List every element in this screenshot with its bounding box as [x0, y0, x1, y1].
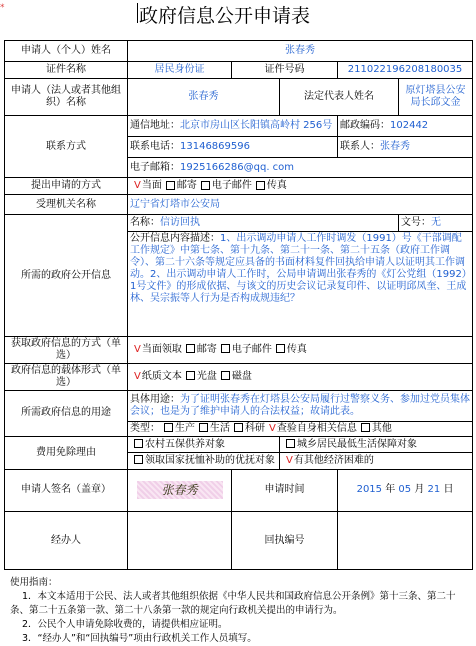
- option-item[interactable]: [130, 439, 225, 450]
- option-item[interactable]: [182, 371, 217, 382]
- option-item[interactable]: [195, 423, 230, 434]
- usage-guide: [10, 576, 466, 646]
- legal-rep-label: 法定代表人姓名: [280, 79, 399, 116]
- phone-label: 联系电话：: [130, 140, 180, 152]
- fee-option-cell-4: [280, 453, 473, 469]
- address-value: 北京市房山区长阳镇高岭村 256号: [180, 120, 333, 132]
- checkbox-icon[interactable]: [186, 344, 195, 353]
- email-value: 1925166286@qq. com: [180, 161, 295, 173]
- option-label: 传真: [266, 180, 287, 192]
- checkbox-icon[interactable]: [199, 423, 208, 432]
- checkbox-icon[interactable]: [134, 455, 143, 464]
- usage-category-label: 类型：: [130, 422, 160, 434]
- content-description-label: 公开信息内容描述：: [130, 232, 220, 244]
- usage-detail-label: 具体用途：: [130, 393, 180, 405]
- guide-item-2: 2．公民个人申请免除收费的，请提供相应证明。: [22, 619, 228, 630]
- option-label: 其他: [371, 422, 392, 434]
- option-item[interactable]: [265, 423, 357, 434]
- receipt-number-field[interactable]: [338, 512, 473, 570]
- corner-mark: *: [0, 3, 5, 13]
- info-needed-label: 所需的政府公开信息: [5, 215, 128, 336]
- option-item[interactable]: [130, 371, 182, 382]
- checkbox-icon[interactable]: [221, 344, 230, 353]
- option-label: 生活: [210, 422, 230, 434]
- guide-item-3: 3．“经办人”和“回执编号”项由行政机关工作人员填写。: [22, 633, 257, 644]
- option-label: 纸质文本: [141, 370, 182, 382]
- option-label: 传真: [286, 343, 307, 355]
- info-name-label: 名称：: [130, 217, 160, 229]
- carrier-options: [128, 363, 473, 390]
- day-unit: 日: [443, 484, 454, 496]
- handler-label: 经办人: [5, 512, 128, 570]
- contact-person-value: 张春秀: [380, 140, 410, 152]
- option-item[interactable]: [272, 344, 307, 355]
- option-label: 有其他经济困难的: [293, 454, 374, 466]
- checked-mark-icon[interactable]: V: [286, 454, 293, 466]
- application-form-table: [4, 40, 473, 570]
- apply-day: 21: [427, 484, 441, 496]
- apply-month: 05: [398, 484, 412, 496]
- fee-option-cell-1: [128, 436, 280, 452]
- text-cursor: [137, 3, 138, 23]
- org-name-field[interactable]: 张春秀: [128, 79, 280, 116]
- checkbox-icon[interactable]: [256, 181, 265, 190]
- option-label: 城乡居民最低生活保障对象: [297, 438, 417, 450]
- checked-mark-icon[interactable]: V: [134, 180, 141, 192]
- option-label: 当面: [141, 180, 162, 192]
- doc-number-cell[interactable]: [399, 215, 473, 231]
- option-item[interactable]: [282, 455, 374, 466]
- address-cell[interactable]: [128, 116, 338, 137]
- option-item[interactable]: [130, 344, 182, 355]
- checkbox-icon[interactable]: [234, 423, 243, 432]
- signature-label: 申请人签名（盖章）: [5, 469, 128, 512]
- checkbox-icon[interactable]: [166, 181, 175, 190]
- option-label: 科研: [245, 422, 265, 434]
- checkbox-icon[interactable]: [221, 371, 230, 380]
- fee-option-cell-2: [280, 436, 473, 452]
- usage-category-cell: [128, 421, 473, 436]
- address-label: 通信地址：: [130, 120, 180, 132]
- obtain-method-options: [128, 336, 473, 363]
- year-unit: 年: [385, 484, 396, 496]
- agency-label: 受理机关名称: [5, 194, 128, 215]
- content-description-cell[interactable]: [128, 231, 473, 336]
- apply-time-label: 申请时间: [232, 469, 338, 512]
- postcode-cell[interactable]: [338, 116, 473, 137]
- option-item[interactable]: [252, 180, 287, 191]
- option-item[interactable]: [182, 344, 217, 355]
- option-label: 磁盘: [231, 370, 252, 382]
- option-item[interactable]: [357, 423, 392, 434]
- submit-method-label: 提出申请的方式: [5, 178, 128, 194]
- usage-detail-value: 为了证明张春秀在灯塔县公安局履行过警察义务、参加过党员集体会议；也是为了维护申请人的合法权益；故请此表。: [130, 393, 470, 417]
- checkbox-icon[interactable]: [276, 344, 285, 353]
- carrier-label: 政府信息的载体形式（单选）: [5, 363, 128, 390]
- content-description-value: 1、出示调动申请人工作时调发（1991）号《干部调配工作规定》中第七条、第十九条、第二十一条、第二十五条（政府工作调令）、第二十六条等规定应具备的书面材料复件回执给申请人以证明其工作调动。2、出示调动申请人工作时，公局申请调出张春秀的《灯公党组（1992）1号文件》的形成依据、与该文的历史会议记录复印件、以证明邱凤奎、王成林、吴宗振等人行为是否构成规违纪？: [130, 232, 467, 304]
- org-name-label: 申请人（法人或者其他组织）名称: [5, 79, 128, 116]
- fee-option-cell-3: [128, 453, 280, 469]
- option-item[interactable]: [130, 180, 162, 191]
- info-name-cell[interactable]: [128, 215, 399, 231]
- checkbox-icon[interactable]: [164, 423, 173, 432]
- option-label: 农村五保供养对象: [145, 438, 225, 450]
- usage-label: 所需政府信息的用途: [5, 391, 128, 437]
- applicant-name-field[interactable]: 张春秀: [128, 41, 473, 62]
- checkbox-icon[interactable]: [134, 439, 143, 448]
- month-unit: 月: [414, 484, 425, 496]
- option-label: 邮寄: [176, 180, 197, 192]
- contact-person-label: 联系人：: [340, 140, 380, 152]
- checkbox-icon[interactable]: [201, 181, 210, 190]
- option-item[interactable]: [160, 423, 195, 434]
- guide-heading: 使用指南：: [10, 577, 58, 588]
- option-item[interactable]: [217, 344, 272, 355]
- handwritten-signature: 张春秀: [137, 481, 223, 499]
- applicant-name-label: 申请人（个人）姓名: [5, 41, 128, 62]
- submit-method-options: [128, 178, 473, 194]
- phone-cell[interactable]: [128, 136, 338, 157]
- checked-mark-icon[interactable]: V: [134, 343, 141, 355]
- checkbox-icon[interactable]: [361, 423, 370, 432]
- contact-person-cell[interactable]: [338, 136, 473, 157]
- fee-exemption-label: 费用免除理由: [5, 436, 128, 469]
- info-name-value: 信访回执: [160, 217, 200, 229]
- email-cell[interactable]: [128, 157, 473, 178]
- option-item[interactable]: [217, 371, 252, 382]
- option-label: 光盘: [196, 370, 217, 382]
- signature-field[interactable]: [128, 469, 232, 512]
- option-label: 生产: [175, 422, 195, 434]
- usage-detail-cell[interactable]: [128, 391, 473, 422]
- guide-item-1: 1．本文本适用于公民、法人或者其他组织依据《中华人民共和国政府信息公开条例》第十三条、第二十条、第二十五条第一款、第二十八条第一款的规定向行政机关提出的申请行为。: [10, 591, 456, 616]
- id-type-field[interactable]: 居民身份证: [128, 61, 232, 78]
- option-item[interactable]: [230, 423, 265, 434]
- receipt-number-label: 回执编号: [232, 512, 338, 570]
- option-label: 电子邮件: [211, 180, 252, 192]
- apply-year: 2015: [356, 484, 383, 496]
- contact-label: 联系方式: [5, 116, 128, 178]
- agency-field[interactable]: 辽宁省灯塔市公安局: [128, 194, 473, 215]
- option-label: 领取国家抚恤补助的优抚对象: [145, 454, 275, 466]
- id-number-field[interactable]: 211022196208180035: [338, 61, 473, 78]
- doc-number-label: 文号：: [401, 217, 431, 229]
- checkbox-icon[interactable]: [186, 371, 195, 380]
- option-label: 查验自身相关信息: [276, 422, 357, 434]
- option-item[interactable]: [282, 439, 417, 450]
- option-item[interactable]: [130, 455, 275, 466]
- option-label: 邮寄: [196, 343, 217, 355]
- checked-mark-icon[interactable]: V: [269, 422, 276, 434]
- option-label: 电子邮件: [231, 343, 272, 355]
- checkbox-icon[interactable]: [286, 439, 295, 448]
- email-label: 电子邮箱：: [130, 161, 180, 173]
- apply-time-field[interactable]: [338, 469, 473, 512]
- legal-rep-field[interactable]: 原灯塔县公安局长邱文金: [399, 79, 473, 116]
- postcode-value: 102442: [390, 120, 429, 132]
- id-type-label: 证件名称: [5, 61, 128, 78]
- checked-mark-icon[interactable]: V: [134, 370, 141, 382]
- handler-field[interactable]: [128, 512, 232, 570]
- postcode-label: 邮政编码：: [340, 120, 390, 132]
- obtain-method-label: 获取政府信息的方式（单选）: [5, 336, 128, 363]
- option-item[interactable]: [162, 180, 197, 191]
- form-title: 政府信息公开申请表: [139, 5, 311, 27]
- id-number-label: 证件号码: [232, 61, 338, 78]
- phone-value: 13146869596: [180, 140, 250, 152]
- doc-number-value: 无: [431, 217, 441, 229]
- option-item[interactable]: [197, 180, 252, 191]
- option-label: 当面领取: [141, 343, 182, 355]
